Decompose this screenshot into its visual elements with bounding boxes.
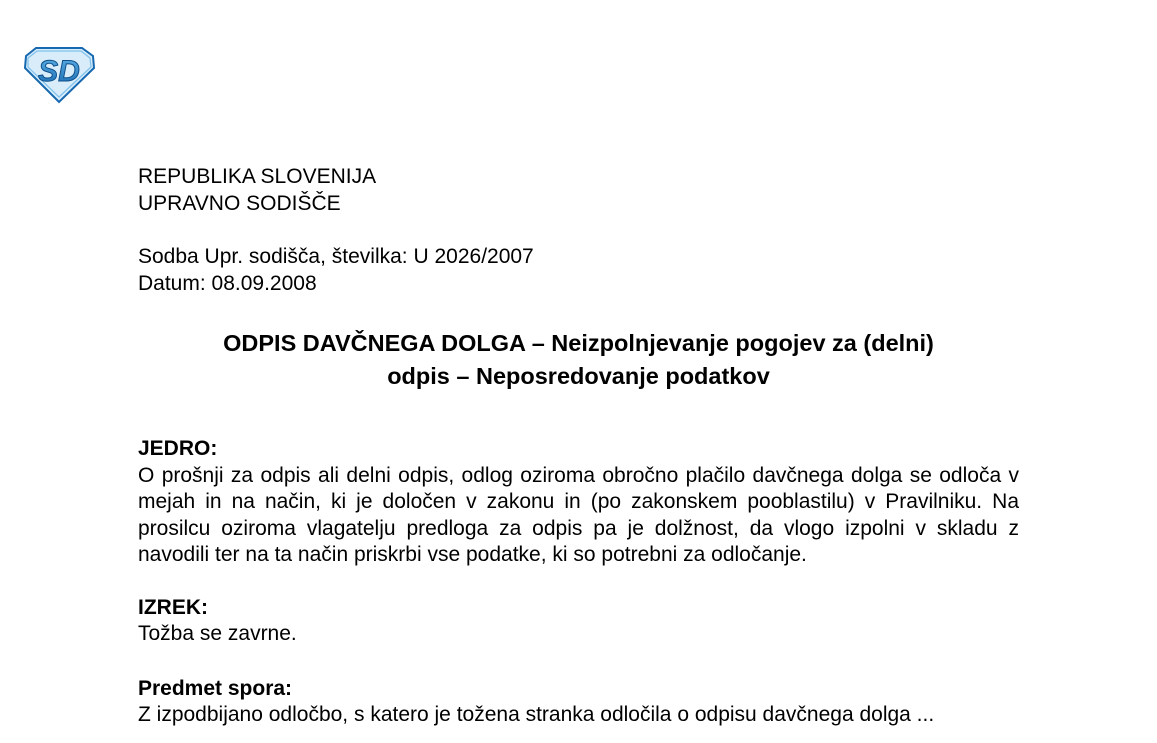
document-body <box>138 164 1019 726</box>
document-title <box>138 327 1019 393</box>
izrek-heading: IZREK: <box>138 595 208 619</box>
jedro-text: O prošnji za odpis ali delni odpis, odlog oziroma obročno plačilo davčnega dolga se odloča v mejah in na način, ki je določen v zakonu in (po zakonskem pooblastilu) v Pravilniku. Na prosilcu oziroma vlagatelju predloga za odpis pa je dolžnost, da vlogo izpolni v skladu z navodili ter na ta način priskrbi vse podatke, ki so potrebni za odločanje. <box>138 463 1019 566</box>
title-line-1: ODPIS DAVČNEGA DOLGA – Neizpolnjevanje pogojev za (delni) <box>223 330 934 356</box>
title-line-2: odpis – Neposredovanje podatkov <box>387 363 770 389</box>
predmet-heading: Predmet spora: <box>138 676 293 700</box>
predmet-text: Z izpodbijano odločbo, s katero je tožena stranka odločila o odpisu davčnega dolga ... <box>138 703 935 726</box>
jedro-heading: JEDRO: <box>138 437 218 460</box>
svg-text:SD: SD <box>38 55 80 88</box>
case-reference: Sodba Upr. sodišča, številka: U 2026/2007 <box>138 245 534 268</box>
header-republic: REPUBLIKA SLOVENIJA <box>138 165 377 188</box>
court-shield-logo-icon <box>22 46 96 104</box>
court-logo <box>22 46 96 104</box>
izrek-text: Tožba se zavrne. <box>138 622 297 645</box>
case-date: Datum: 08.09.2008 <box>138 271 317 295</box>
header-court: UPRAVNO SODIŠČE <box>138 191 341 215</box>
